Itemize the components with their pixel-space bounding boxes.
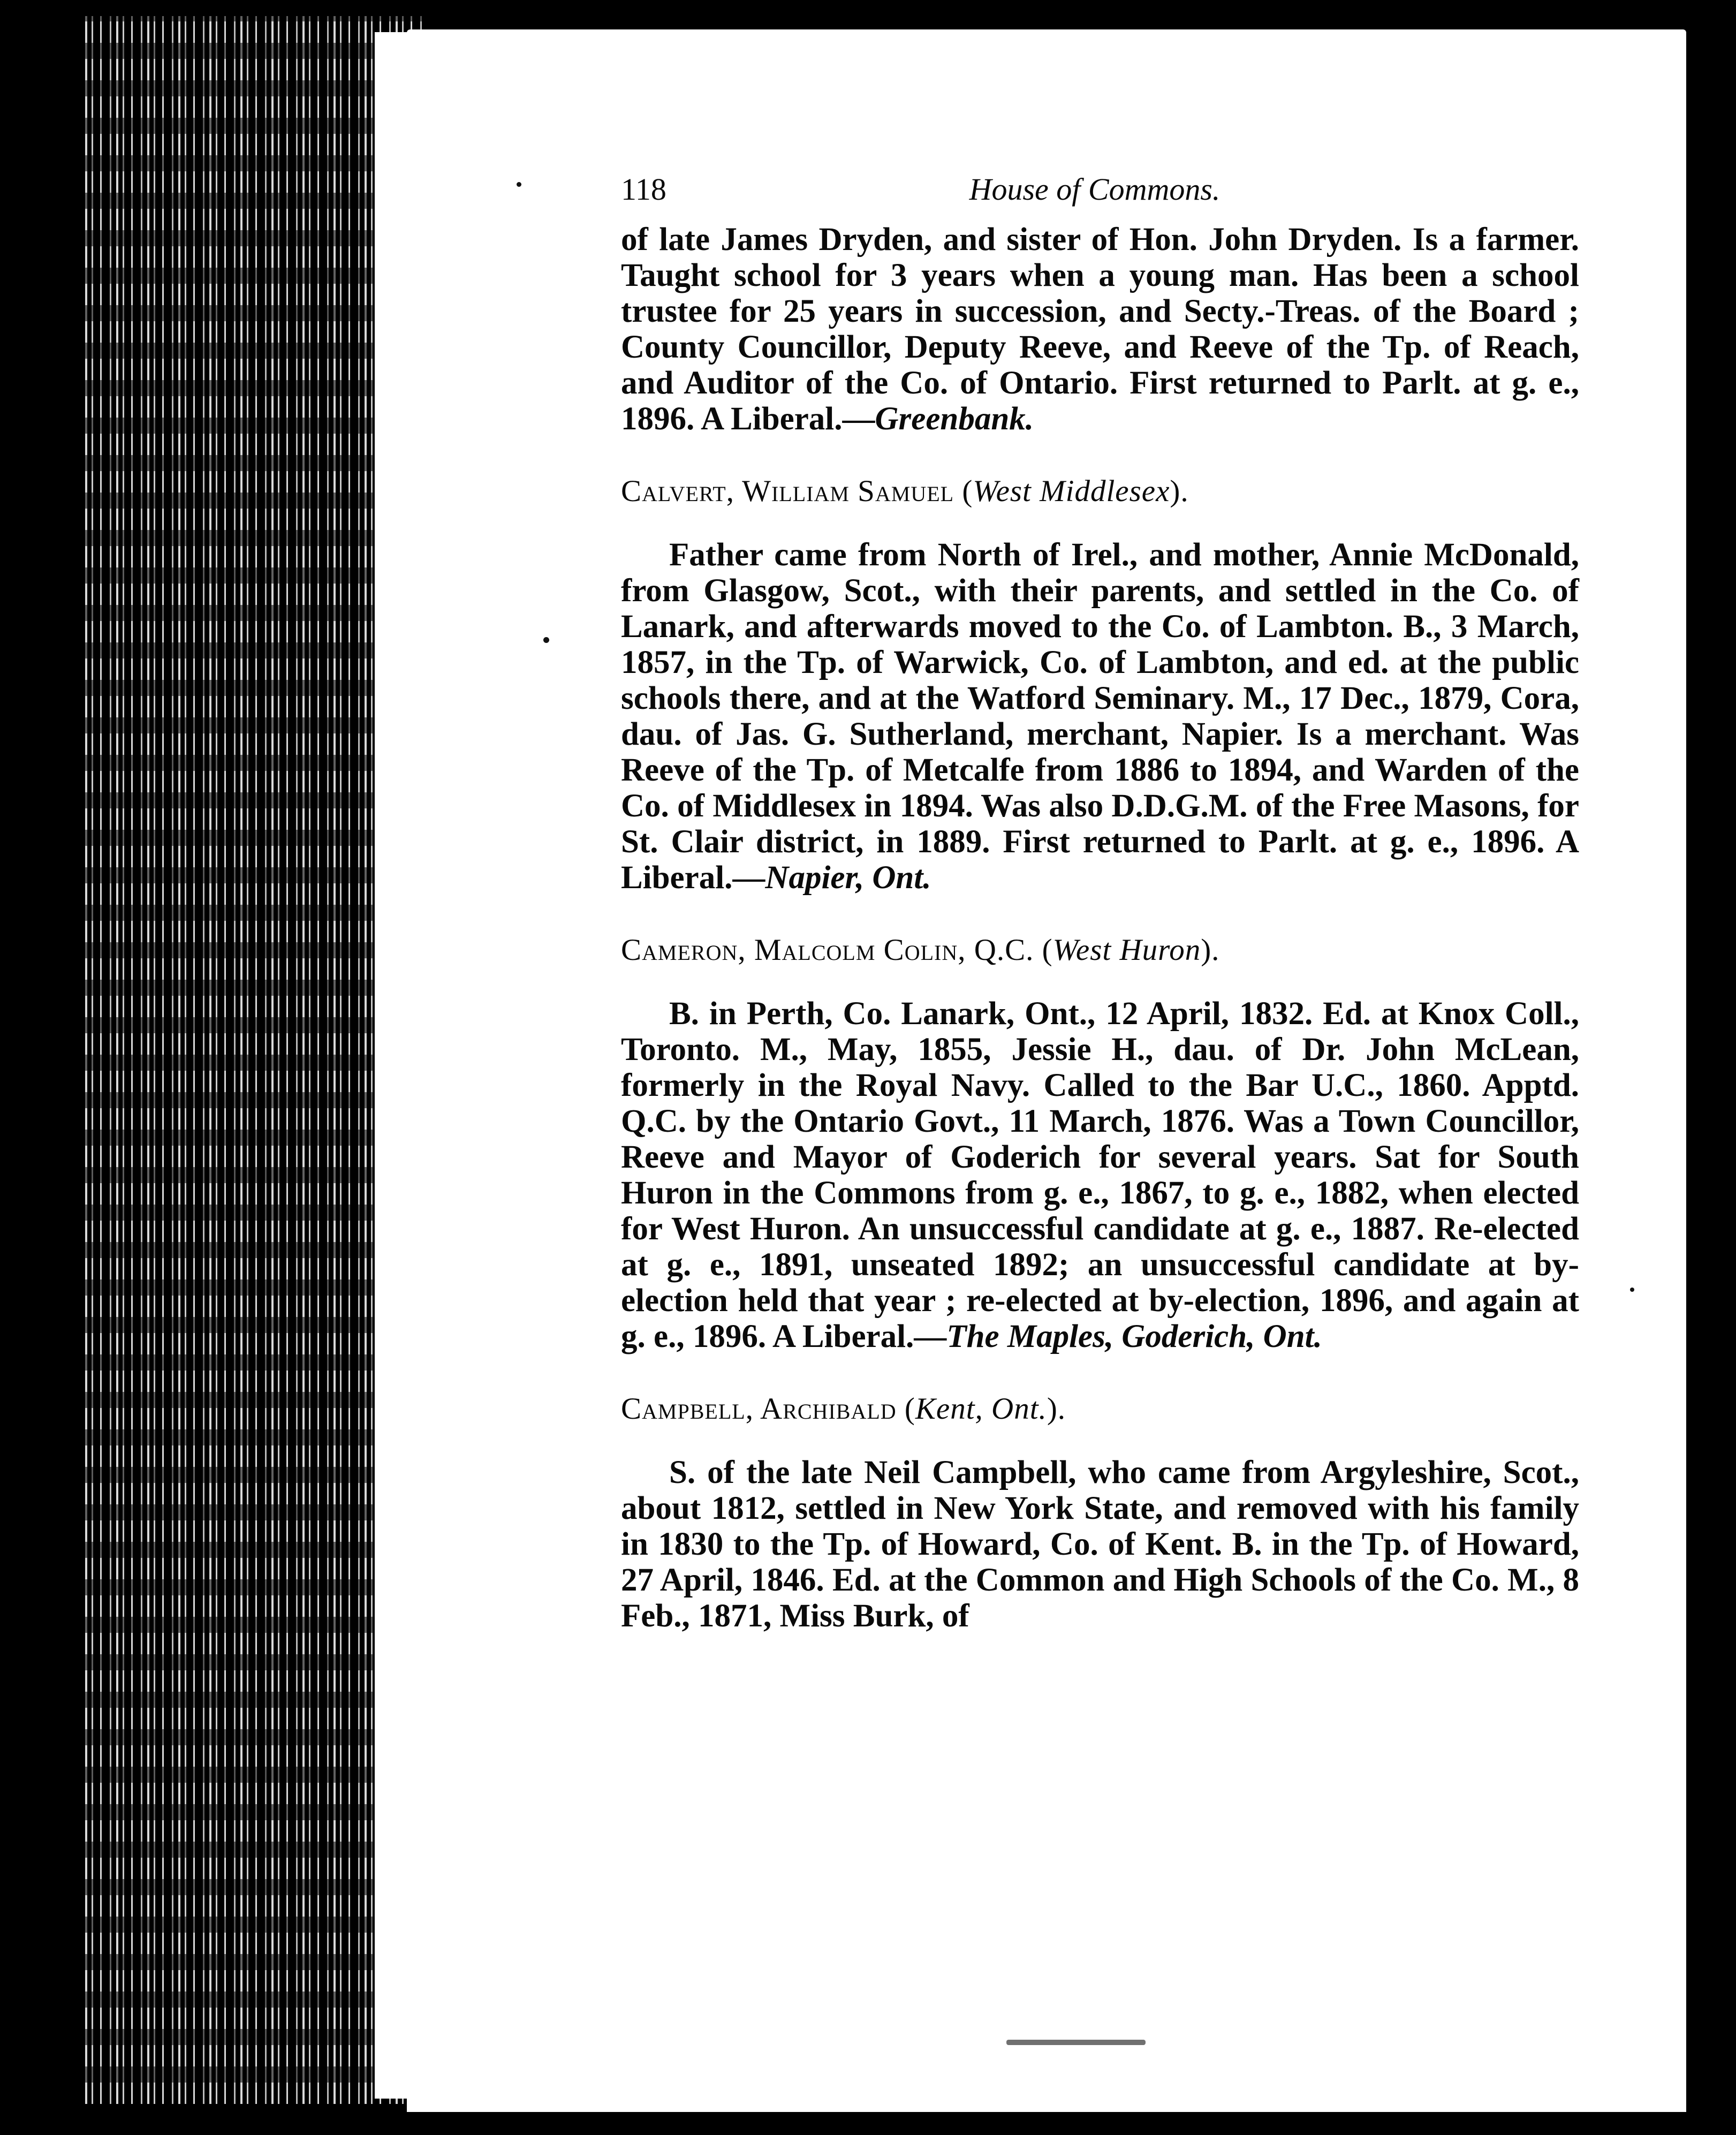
- scan-speck: [543, 637, 549, 643]
- continuation-text: of late James Dryden, and sister of Hon. John Dryden. Is a farmer. Taught school for 3 years when a young man. Has been a school trustee for 25 years in succession, and Secty.-Treas. of the Board ; County Councillor, Deputy Reeve, and Reeve of the Tp. of Reach, and Auditor of the Co. of Ontario. First returned to Parlt. at g. e., 1896. A Liberal.—: [621, 222, 1579, 437]
- entry-bio-cameron: [621, 996, 1579, 1354]
- entry-bio-campbell: [621, 1455, 1579, 1634]
- entry-heading-calvert: Calvert, William Samuel (West Middlesex).: [621, 474, 1189, 508]
- entry-bio-calvert: [621, 537, 1579, 896]
- entry-constituency: West Middlesex: [973, 474, 1170, 508]
- entry-constituency: Kent, Ont.: [915, 1392, 1047, 1426]
- page-content: [621, 171, 1579, 1634]
- entry-heading-campbell: Campbell, Archibald (Kent, Ont.).: [621, 1392, 1066, 1426]
- entry-name: Campbell, Archibald: [621, 1392, 897, 1426]
- entry-bio-text: S. of the late Neil Campbell, who came from Argyleshire, Scot., about 1812, settled in New York State, and removed with his family in 1830 to the Tp. of Howard, Co. of Kent. B. in the Tp. of Howard, 27 April, 1846. Ed. at the Common and High Schools of the Co. M., 8 Feb., 1871, Miss Burk, of: [621, 1455, 1579, 1634]
- entry-name: Cameron, Malcolm Colin, Q.C.: [621, 933, 1034, 967]
- entry-residence: The Maples, Goderich, Ont.: [946, 1319, 1322, 1354]
- scan-speck: [517, 182, 521, 187]
- entry-heading-cameron: Cameron, Malcolm Colin, Q.C. (West Huron).: [621, 933, 1220, 967]
- entry-name: Calvert, William Samuel: [621, 474, 954, 508]
- scan-speck: [1006, 2040, 1146, 2045]
- entry-constituency: West Huron: [1052, 933, 1201, 967]
- entry-residence: Napier, Ont.: [765, 860, 931, 896]
- book-page-edges: [80, 16, 423, 2104]
- continuation-paragraph: [621, 222, 1579, 437]
- running-title: House of Commons.: [969, 172, 1220, 207]
- entry-bio-text: Father came from North of Irel., and mother, Annie McDonald, from Glasgow, Scot., with their parents, and settled in the Co. of Lanark, and afterwards moved to the Co. of Lambton. B., 3 March, 1857, in the Tp. of Warwick, Co. of Lambton, and ed. at the public schools there, and at the Watford Seminary. M., 17 Dec., 1879, Cora, dau. of Jas. G. Sutherland, merchant, Napier. Is a merchant. Was Reeve of the Tp. of Metcalfe from 1886 to 1894, and Warden of the Co. of Middlesex in 1894. Was also D.D.G.M. of the Free Masons, for St. Clair district, in 1889. First returned to Parlt. at g. e., 1896. A Liberal.—: [621, 537, 1579, 896]
- page-number: 118: [621, 172, 666, 207]
- running-head: [621, 171, 1579, 214]
- scan-speck: [1630, 1288, 1634, 1292]
- entry-bio-text: B. in Perth, Co. Lanark, Ont., 12 April, 1832. Ed. at Knox Coll., Toronto. M., May, 1855, Jessie H., dau. of Dr. John McLean, formerly in the Royal Navy. Called to the Bar U.C., 1860. Apptd. Q.C. by the Ontario Govt., 11 March, 1876. Was a Town Councillor, Reeve and Mayor of Goderich for several years. Sat for South Huron in the Commons from g. e., 1867, to g. e., 1882, when elected for West Huron. An unsuccessful candidate at g. e., 1887. Re-elected at g. e., 1891, unseated 1892; an unsuccessful candidate at by-election held that year ; re-elected at by-election, 1896, and again at g. e., 1896. A Liberal.—: [621, 996, 1579, 1354]
- continuation-residence: Greenbank.: [875, 401, 1034, 437]
